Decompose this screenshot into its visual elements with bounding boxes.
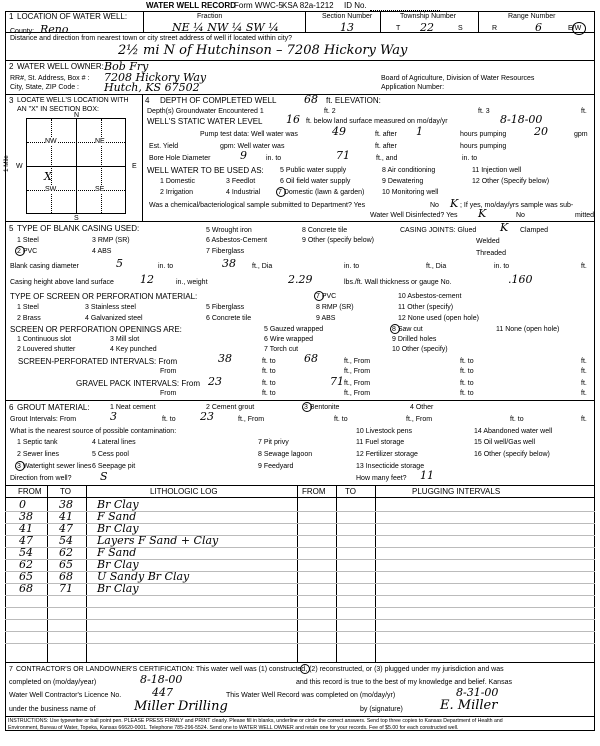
gpi-ft-to: ft. to (262, 380, 276, 387)
wall-value: .160 (508, 273, 533, 286)
gpi-from2: From (160, 390, 177, 397)
ksa-number: KSA 82a-1212 (282, 1, 334, 10)
gpi2-ft-end: ft. (581, 390, 587, 397)
wall-label: lbs./ft. Wall thickness or gauge No. (344, 279, 452, 286)
business-name: Miller Drilling (134, 699, 228, 714)
range-label: Range Number (508, 13, 556, 20)
direction-value: S (100, 470, 108, 483)
spi2-ft-from: ft., From (344, 368, 371, 375)
contam-8: 8 Sewage lagoon (258, 451, 313, 458)
log-row-to: 62 (59, 546, 73, 559)
use-12: 12 Other (Specify below) (472, 178, 550, 185)
casing-2-circle (15, 246, 25, 256)
spi-from: 38 (218, 352, 232, 365)
fraction-label: Fraction (197, 13, 223, 20)
howmany-value: 11 (420, 469, 434, 482)
instructions-line1: INSTRUCTIONS: Use typewriter or ball point pen. PLEASE PRESS FIRMLY and PRINT clearly. Please fill in blanks, underline or circle the correct answers. Send top three copies to Kansas Department of Health and (8, 718, 503, 724)
distance-label: Distance and direction from nearest town or city street address of well if located within city? (10, 35, 293, 42)
casing-5: 5 Wrought iron (206, 227, 252, 234)
log-row-to: 38 (59, 498, 73, 511)
contam-5: 5 Cess pool (92, 451, 129, 458)
screen-10: 10 Asbestos-cement (398, 293, 462, 300)
township-s: S (458, 25, 463, 32)
open-2: 2 Louvered shutter (17, 346, 76, 353)
contam-9: 9 Feedyard (258, 463, 294, 470)
screen-1: 1 Steel (17, 304, 39, 311)
log-row-to: 41 (59, 510, 73, 523)
height-in: in., weight (176, 279, 208, 286)
gw-end: ft. (581, 108, 587, 115)
log-row-to: 47 (59, 522, 73, 535)
gw-label: Depth(s) Groundwater Encountered 1 (147, 108, 264, 115)
welded-label: Welded (476, 238, 500, 245)
contam-label: What is the nearest source of possible contamination: (10, 428, 177, 435)
s3-label: LOCATE WELL'S LOCATION WITH (17, 97, 129, 104)
contam-14: 14 Abandoned water well (474, 428, 553, 435)
contam-11: 11 Fuel storage (356, 439, 405, 446)
log-row-to: 71 (59, 582, 73, 595)
cert-line1: CONTRACTOR'S OR LANDOWNER'S CERTIFICATION: This water well was (1) constructed, (2) reconstructed, or (3) plugged under my jurisdiction and was (16, 666, 504, 673)
spi-ft-to2: ft. to (460, 358, 474, 365)
quad-se: SE (95, 186, 105, 193)
open-8: 8 Saw cut (392, 326, 423, 333)
gpi-ft-from: ft., From (344, 380, 371, 387)
bore-ft: 71 (336, 149, 350, 162)
sample-answer: K (450, 197, 459, 210)
mile-label: 1 Mile (3, 155, 10, 172)
log-to-header: TO (60, 487, 71, 496)
sample-no: No (430, 202, 439, 209)
use-3: 3 Feedlot (226, 178, 256, 185)
use-2: 2 Irrigation (160, 189, 194, 196)
bore-label: Bore Hole Diameter (149, 155, 211, 162)
grout-3-circle (302, 402, 312, 412)
yield-after: ft. after (375, 143, 397, 150)
log-row-from: 41 (19, 522, 33, 535)
range-r: R (492, 25, 498, 32)
instructions-line2: Environment, Bureau of Water, Topeka, Kansas 66620-0001. Telephone 785-296-5524. Send one to WATER WELL OWNER and retain one for your records. Fee of $5.00 for each constructed well. (8, 725, 459, 731)
contam-7: 7 Pit privy (258, 439, 289, 446)
s3-num: 3 (9, 96, 14, 105)
contam-1: 1 Septic tank (17, 439, 58, 446)
log-row (5, 499, 295, 511)
pump-gpm: 20 (534, 125, 548, 138)
yield-hp: hours pumping (460, 143, 507, 150)
gpi2-ft-to2: ft. to (460, 390, 474, 397)
joints-mark: K (500, 221, 509, 234)
township-t: T (396, 25, 401, 32)
log-row-from: 65 (19, 570, 33, 583)
log-to-header-2: TO (345, 487, 356, 496)
range-value: 6 (535, 21, 542, 34)
diam-to2: in. to (344, 263, 360, 270)
screen-7: 7 PVC (316, 293, 337, 300)
casing-9: 9 Other (specify below) (302, 237, 374, 244)
grout-intervals-label: Grout Intervals: From (10, 416, 77, 423)
s5-num: 5 (9, 224, 14, 233)
open-8-circle (390, 324, 400, 334)
range-ew-circle (572, 22, 586, 35)
grout-3: 3 Bentonite (304, 404, 340, 411)
diam-ft: 38 (222, 257, 236, 270)
log-row-from: 38 (19, 510, 33, 523)
open-5: 5 Gauzed wrapped (264, 326, 324, 333)
casing-2: 2 PVC (17, 248, 38, 255)
log-plugging-header: PLUGGING INTERVALS (412, 487, 501, 496)
log-row-to: 54 (59, 534, 73, 547)
quad-ne: NE (95, 138, 105, 145)
s1-num: 1 (9, 12, 14, 21)
distance-value: 2½ mi N of Hutchinson – 7208 Hickory Way (118, 43, 408, 58)
log-row-from: 68 (19, 582, 33, 595)
disinfected-label: Water Well Disinfected? Yes (370, 212, 458, 219)
sample-question: Was a chemical/bacteriological sample submitted to Department? Yes (149, 202, 366, 209)
township-label: Township Number (400, 13, 457, 20)
static-value: 16 (286, 113, 300, 126)
diam-label: Blank casing diameter (10, 263, 79, 270)
log-row-from: 0 (19, 498, 26, 511)
county-value: Reno (40, 23, 69, 36)
log-lithologic-header: LITHOLOGIC LOG (150, 487, 218, 496)
disinfected-answer: K (478, 207, 487, 220)
contam-13: 13 Insecticide storage (356, 463, 425, 470)
log-row (5, 547, 295, 559)
cert-line3a: Water Well Contractor's Licence No. (9, 692, 122, 699)
log-row-to: 65 (59, 558, 73, 571)
gpi2-ft-from: ft., From (344, 390, 371, 397)
casing-4: 4 ABS (92, 248, 112, 255)
s2-owner-label: WATER WELL OWNER: (17, 62, 104, 71)
open-6: 6 Wire wrapped (264, 336, 314, 343)
spi-from2: From (160, 368, 177, 375)
contam-3-circle (15, 461, 25, 471)
screen-3: 3 Stainless steel (85, 304, 136, 311)
township-value: 22 (420, 21, 434, 34)
grout-from2: ft., From (238, 416, 265, 423)
diam-ft2: ft., Dia (426, 263, 447, 270)
screen-9: 9 ABS (316, 315, 336, 322)
height-value: 12 (140, 273, 154, 286)
grout-to2: ft. to (334, 416, 348, 423)
static-date: 8-18-00 (500, 113, 543, 126)
screen-11: 11 Other (specify) (398, 304, 454, 311)
city-value: Hutch, KS 67502 (104, 81, 200, 94)
grout-to-label: ft. to (162, 416, 176, 423)
screen-4: 4 Galvanized steel (85, 315, 143, 322)
city-label: City, State, ZIP Code : (10, 84, 79, 91)
well-location-x: X (44, 170, 52, 183)
gpi-from: 23 (208, 375, 222, 388)
west-label: W (16, 163, 23, 170)
s4-num: 4 (145, 96, 150, 105)
gpm-label: gpm (574, 131, 588, 138)
log-from-header-2: FROM (302, 487, 326, 496)
app-number-label: Application Number: (381, 84, 445, 91)
south-label: S (74, 215, 79, 222)
screen-label: TYPE OF SCREEN OR PERFORATION MATERIAL: (10, 292, 198, 301)
spi-ft-from: ft., From (344, 358, 371, 365)
howmany-label: How many feet? (356, 475, 407, 482)
contam-4: 4 Lateral lines (92, 439, 136, 446)
screen-6: 6 Concrete tile (206, 315, 252, 322)
depth-suffix: ft. ELEVATION: (326, 96, 381, 105)
diam-value: 5 (116, 257, 123, 270)
s1-label: LOCATION OF WATER WELL: (17, 12, 128, 21)
spi2-ft-end: ft. (581, 368, 587, 375)
casing-6: 6 Asbestos-Cement (206, 237, 268, 244)
gpi-ft-to2: ft. to (460, 380, 474, 387)
log-row-desc: Br Clay (97, 558, 139, 571)
east-label: E (132, 163, 137, 170)
range-ew: E/W (568, 25, 582, 32)
diam-to3: in. to (494, 263, 510, 270)
direction-label: Direction from well? (10, 475, 72, 482)
log-row (5, 583, 295, 595)
contam-2: 2 Sewer lines (17, 451, 60, 458)
owner-value: Bob Fry (104, 60, 149, 73)
log-row (5, 511, 295, 523)
log-row (5, 571, 295, 583)
contam-10: 10 Livestock pens (356, 428, 413, 435)
section-label: Section Number (322, 13, 373, 20)
contam-12: 12 Fertilizer storage (356, 451, 418, 458)
open-10: 10 Other (specify) (392, 346, 448, 353)
grout-end: ft. (581, 416, 587, 423)
fraction-value: NE ¼ NW ¼ SW ¼ (172, 21, 279, 34)
s7-num: 7 (9, 666, 13, 673)
log-row-desc: U Sandy Br Clay (97, 570, 190, 583)
use-4: 4 Industrial (226, 189, 261, 196)
disinfected-no: No (516, 212, 525, 219)
sample-tail: ; If yes, mo/day/yrs sample was sub- (460, 202, 574, 209)
diam-to: in. to (158, 263, 174, 270)
screen-2: 2 Brass (17, 315, 41, 322)
log-row-desc: F Sand (97, 510, 137, 523)
cert-line4a: under the business name of (9, 706, 96, 713)
weight-value: 2.29 (288, 273, 313, 286)
log-row (5, 535, 295, 547)
openings-label: SCREEN OR PERFORATION OPENINGS ARE: (10, 325, 182, 334)
cert-line2b: and this record is true to the best of my knowledge and belief. Kansas (296, 679, 512, 686)
casing-1: 1 Steel (17, 237, 39, 244)
id-label: ID No. (344, 1, 367, 10)
use-8: 8 Air conditioning (382, 167, 436, 174)
gw-3: ft. 3 (478, 108, 490, 115)
use-7: 7 Domestic (lawn & garden) (278, 189, 365, 196)
use-5: 5 Public water supply (280, 167, 347, 174)
log-row-from: 47 (19, 534, 33, 547)
open-3: 3 Mill slot (110, 336, 140, 343)
open-4: 4 Key punched (110, 346, 157, 353)
gpi-to: 71 (330, 375, 344, 388)
casing-7: 7 Fiberglass (206, 248, 245, 255)
pump-label: Pump test data: Well water was (200, 131, 298, 138)
log-row-desc: Layers F Sand + Clay (97, 534, 219, 547)
cert-line2a: completed on (mo/day/year) (9, 679, 97, 686)
yield-mid: gpm: Well water was (220, 143, 285, 150)
log-row-from: 62 (19, 558, 33, 571)
cert-line3b: This Water Well Record was completed on (mo/day/yr) (226, 692, 396, 699)
log-row-desc: Br Clay (97, 498, 139, 511)
pump-after: ft. after (375, 131, 397, 138)
section-value: 13 (340, 21, 354, 34)
depth-label: DEPTH OF COMPLETED WELL (160, 96, 277, 105)
spi-to: 68 (304, 352, 318, 365)
screen-5: 5 Fiberglass (206, 304, 245, 311)
grout-1: 1 Neat cement (110, 404, 156, 411)
addr-label: RR#, St. Address, Box # : (10, 75, 90, 82)
form-number: Form WWC-5 (234, 1, 283, 10)
grout-2: 2 Cement grout (206, 404, 255, 411)
north-label: N (74, 112, 80, 119)
spi-ft-end: ft. (581, 358, 587, 365)
screen-8: 8 RMP (SR) (316, 304, 354, 311)
contam-3: 3 Watertight sewer lines (17, 463, 92, 470)
signature: E. Miller (440, 698, 498, 713)
pump-value: 49 (332, 125, 346, 138)
s3-label2: AN "X" IN SECTION BOX: (17, 106, 99, 113)
grout-from3: ft., From (406, 416, 433, 423)
use-10: 10 Monitoring well (382, 189, 439, 196)
use-1: 1 Domestic (160, 178, 196, 185)
bore-and: ft., and (376, 155, 398, 162)
use-9: 9 Dewatering (382, 178, 424, 185)
date-record: 8-31-00 (456, 686, 499, 699)
section-box (26, 118, 126, 214)
casing-3: 3 RMP (SR) (92, 237, 130, 244)
bore-value: 9 (240, 149, 247, 162)
screen-7-circle (314, 291, 324, 301)
form-title: WATER WELL RECORD (146, 1, 236, 10)
threaded-label: Threaded (476, 250, 506, 257)
static-label: WELL'S STATIC WATER LEVEL (147, 117, 263, 126)
use-label: WELL WATER TO BE USED AS: (147, 166, 264, 175)
board-text: Board of Agriculture, Division of Water Resources (381, 75, 535, 82)
date-completed: 8-18-00 (140, 673, 183, 686)
pump-hp: hours pumping (460, 131, 507, 138)
clamped-label: Clamped (520, 227, 549, 234)
grout-to3: ft. to (510, 416, 524, 423)
log-row-desc: F Sand (97, 546, 137, 559)
quad-nw: NW (45, 138, 57, 145)
open-9: 9 Drilled holes (392, 336, 437, 343)
static-mid: ft. below land surface measured on mo/day/yr (306, 118, 448, 125)
use-6: 6 Oil field water supply (280, 178, 351, 185)
yield-label: Est. Yield (149, 143, 179, 150)
open-1: 1 Continuous slot (17, 336, 72, 343)
s5-label: TYPE OF BLANK CASING USED: (17, 224, 140, 233)
licence-number: 447 (152, 686, 173, 699)
contam-16: 16 Other (specify below) (474, 451, 550, 458)
s6-num: 6 (9, 403, 14, 412)
height-label: Casing height above land surface (10, 279, 114, 286)
s2-num: 2 (9, 62, 14, 71)
cert-line4b: by (signature) (360, 706, 403, 713)
gw-2: ft. 2 (324, 108, 336, 115)
grout-4: 4 Other (410, 404, 434, 411)
bore-in: in. to (462, 155, 478, 162)
spi-label: SCREEN-PERFORATED INTERVALS: From (18, 357, 178, 366)
log-row-to: 68 (59, 570, 73, 583)
grout-to: 23 (200, 410, 214, 423)
joints-label: CASING JOINTS: Glued (400, 227, 477, 234)
contam-15: 15 Oil well/Gas well (474, 439, 536, 446)
county-label: County: (10, 28, 35, 35)
quad-sw: SW (45, 186, 57, 193)
bore-to: in. to (266, 155, 282, 162)
gpi-ft-end: ft. (581, 380, 587, 387)
grout-label: GROUT MATERIAL: (17, 403, 90, 412)
casing-8: 8 Concrete tile (302, 227, 348, 234)
log-from-header: FROM (18, 487, 42, 496)
pump-hours: 1 (416, 125, 423, 138)
use-7-circle (276, 187, 286, 197)
contam-6: 6 Seepage pit (92, 463, 136, 470)
diam-end: ft. (581, 263, 587, 270)
diam-dia: ft., Dia (252, 263, 273, 270)
use-11: 11 Injection well (472, 167, 522, 174)
screen-12: 12 None used (open hole) (398, 315, 479, 322)
open-11: 11 None (open hole) (496, 326, 560, 333)
gpi2-ft-to: ft. to (262, 390, 276, 397)
spi-ft-to: ft. to (262, 358, 276, 365)
log-row-desc: Br Clay (97, 522, 139, 535)
addr-value: 7208 Hickory Way (104, 71, 207, 84)
log-row-from: 54 (19, 546, 33, 559)
gpi-label: GRAVEL PACK INTERVALS: From (76, 379, 201, 388)
log-row-desc: Br Clay (97, 582, 139, 595)
spi2-ft-to2: ft. to (460, 368, 474, 375)
open-7: 7 Torch cut (264, 346, 299, 353)
grout-from: 3 (110, 410, 117, 423)
spi2-ft-to: ft. to (262, 368, 276, 375)
depth-value: 68 (304, 93, 318, 106)
cert-constructed-circle (300, 664, 310, 674)
sample-tail2: mitted (575, 212, 595, 219)
